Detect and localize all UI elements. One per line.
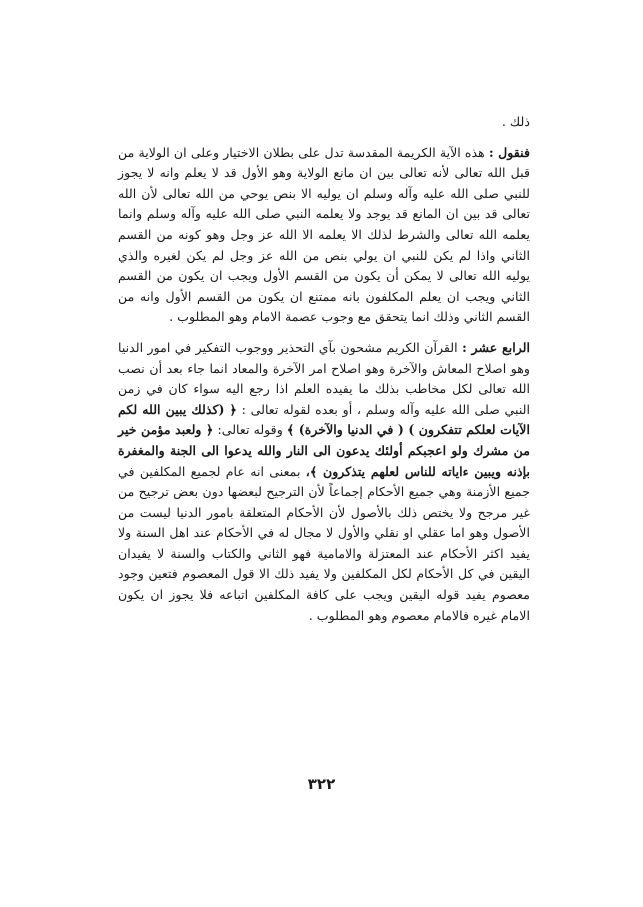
paragraph-second-text-1: القرآن الكريم مشحون بآي التحذير ووجوب التفكير في امور الدنيا وهو اصلاح المعاش والآخرة وهو اصلاح امر الآخرة والمعاد انما جاء بعد أن نصب الله تعالى لكل مخاطب بذلك ما يفيده العلم اذا رجع اليه سواء كان في زمن النبي صلى الله عليه وآله وسلم ، أو بعده لقوله تعالى :	[118, 339, 530, 417]
paragraph-second-text-3: بمعنى انه عام لجميع المكلفين في جميع الأزمنة وهي جميع الأحكام إجماعاً لأن الترجيح لبعضها دون بعض ترجيح من غير مرجح ولا يختص ذلك بالأصول لأن الأحكام المتعلقة بامور الدنيا ليست من الأصول وهو اما عقلي او نقلي والأول لا مجال له في الأحكام عند اهل السنة ولا يفيد اكثر الأحكام عند المعتزلة والامامية فهو الثاني والكتاب والسنة لا يفيدان اليقين في كل الأحكام لكل المكلفين ولا يفيد ذلك الا قول المعصوم فتعين وجود معصوم يفيد قوله اليقين ويجب على كافة المكلفين اتباعه فلا يجوز ان يكون الامام غيره فالامام معصوم وهو المطلوب .	[118, 463, 530, 623]
paragraph-second-lead: الرابع عشر :	[462, 339, 530, 355]
paragraph-second	[118, 338, 530, 626]
quran-verse-1: ﴿ (كذلك يبين الله لكم الآيات لعلكم تتفكرون ) ( في الدنيا والآخرة) ﴾	[118, 401, 530, 438]
page-number: ٣٢٢	[307, 775, 336, 793]
paragraph-first	[118, 143, 530, 328]
quran-verse-2: ﴿ ولعبد مؤمن خير من مشرك ولو اعجبكم أولئك يدعون الى النار والله يدعوا الى الجنة والمغفرة بإذنه ويبين ءاياته للناس لعلهم يتذكرون ﴾،	[118, 422, 530, 479]
paragraph-first-text: هذه الآية الكريمة المقدسة تدل على بطلان الاختيار وعلى ان الولاية من قبل الله تعالى لأنه تعالى بين ان مانع الولاية وهو الأول قد لا يعلم وانه لا يجوز للنبي صلى الله عليه وآله وسلم ان يوليه الا بنص يوحي من الله تعالى لأن الله تعالى قد بين ان المانع قد يوجد ولا يعلمه النبي صلى الله عليه وآله وسلم وانما يعلمه الله تعالى والشرط لذلك الا يعلمه الا الله عز وجل وهو كونه من القسم الثاني واذا لم يكن للنبي ان يولي بنص من الله عز وجل لم يكن لغيره والذي يوليه الله تعالى لا يمكن أن يكون من القسم الأول ويجب ان يكون من القسم الثاني ويجب ان يعلم المكلفون بانه ممتنع ان يكون من القسم الأول وانه من القسم الثاني وذلك انما يتحقق مع وجوب عصمة الامام وهو المطلوب .	[118, 144, 530, 325]
paragraph-first-lead: فنقول :	[488, 144, 530, 160]
opening-line: ذلك .	[501, 114, 530, 129]
paragraph-second-text-2: وقوله تعالى:	[217, 422, 283, 438]
page-body	[118, 112, 530, 626]
